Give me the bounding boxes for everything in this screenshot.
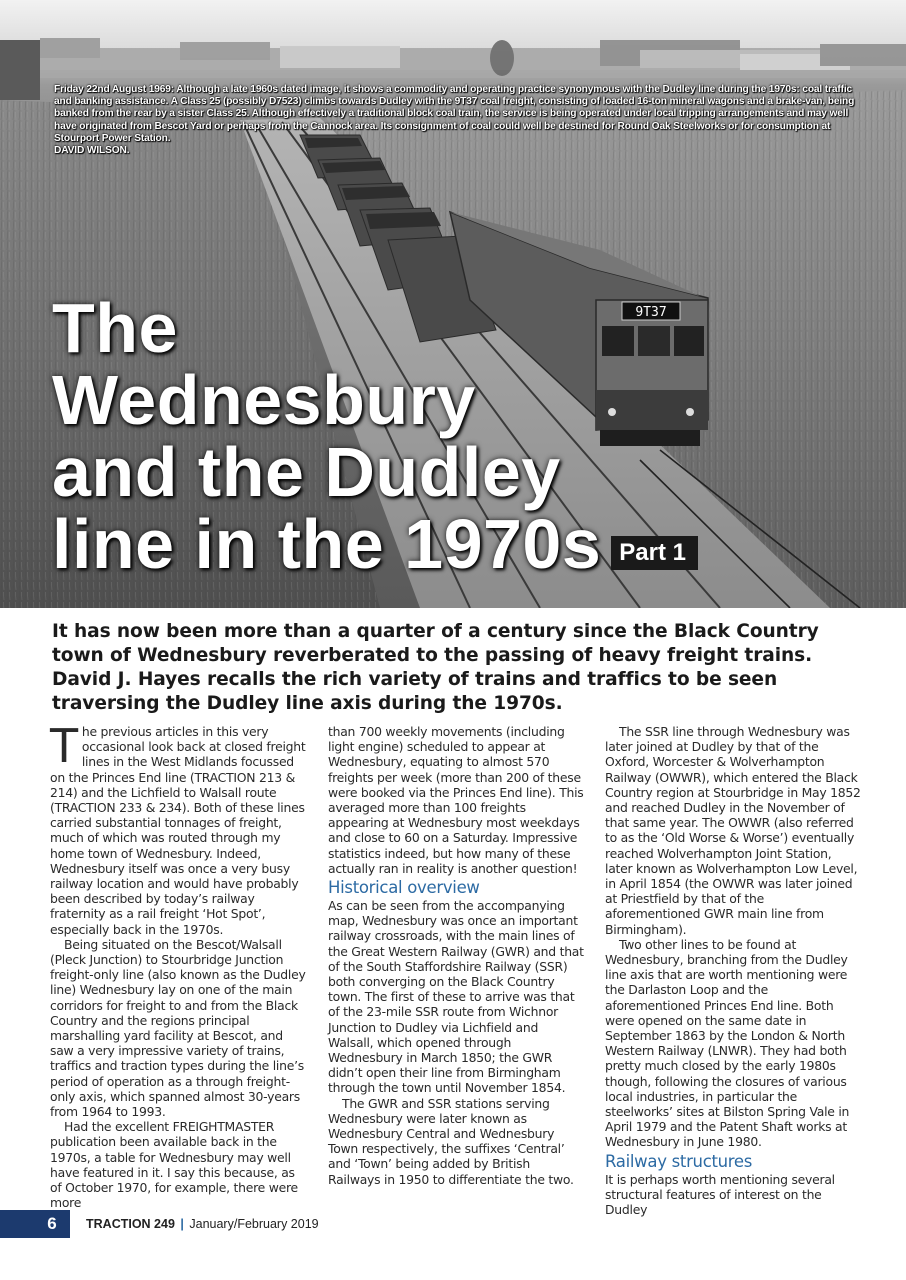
photo-caption [54, 84, 864, 157]
headline-line-1: The [52, 289, 178, 367]
footer-separator: | [180, 1217, 184, 1231]
paragraph: than 700 weekly movements (including light engine) scheduled to appear at Wednesbury, equating to almost 570 freights per week (more than 200 of these were booked via the Princes End line). This averaged more than 100 freights appearing at Wednesbury most weekdays and close to 60 on a Saturday. Impressive statistics indeed, but how many of these actually ran in reality is another question! [328, 724, 584, 876]
photo-credit: DAVID WILSON. [54, 145, 130, 157]
photo-caption-text: Friday 22nd August 1969: Although a late 1960s dated image, it shows a commodity and operating practice synonymous with the Dudley line during the 1970s: coal traffic and banking assistance. A Class 25 (possibly D7523) climbs towards Dudley with the 9T37 coal freight, consisting of loaded 16-ton mineral wagons and a brake-van, being banked from the rear by a sister Class 25. Although effectively a traditional block coal train, the service is being operated under local tripping arrangements and may well have originated from Bescot Yard or perhaps from the Cannock area. Its consignment of coal could well be destined for Round Oak Steelworks or for consumption at Stourport Power Station. [54, 84, 855, 144]
article-headline [52, 289, 752, 583]
paragraph: It is perhaps worth mentioning several structural features of interest on the Dudley [605, 1171, 835, 1218]
footer-issue-line [86, 1216, 319, 1232]
column-3 [605, 724, 861, 1217]
hero-photo [0, 0, 906, 608]
part-badge: Part 1 [611, 536, 698, 570]
paragraph: Had the excellent FREIGHTMASTER publication been available back in the 1970s, a table for Wednesbury may well have featured in it. I say this because, as of October 1970, for example, there were more [50, 1119, 298, 1211]
section-heading-railway-structures: Railway structures [605, 1151, 753, 1171]
paragraph: As can be seen from the accompanying map, Wednesbury was once an important railway crossroads, with the main lines of the Great Western Railway (GWR) and that of the South Staffordshire Railway (SSR) both converging on the Black Country town. The first of these to arrive was that of the 23-mile SSR route from Wichnor Junction to Dudley via Lichfield and Walsall, which opened through Wednesbury in March 1850; the GWR didn’t open their line from Birmingham through the town until November 1854. [328, 898, 584, 1096]
section-heading-historical-overview: Historical overview [328, 878, 480, 898]
headline-line-4 [52, 505, 752, 583]
paragraph-text: he previous articles in this very occasional look back at closed freight lines in the West Midlands focussed on the Princes End line (TRACTION 213 & 214) and the Lichfield to Walsall route (TRACTION 233 & 234). Both of these lines carried substantial tonnages of freight, much of which was routed through my home town of Wednesbury. Indeed, Wednesbury itself was once a very busy railway location and would have probably been described by today’s railway fraternity as a rail freight ‘Hot Spot’, especially back in the 1970s. [50, 724, 306, 937]
page-number: 6 [47, 1214, 57, 1233]
issue-date: January/February 2019 [189, 1217, 319, 1231]
paragraph: Two other lines to be found at Wednesbury, branching from the Dudley line axis that are worth mentioning were the Darlaston Loop and the aforementioned Princes End line. Both were opened on the same date in September 1863 by the London & North Western Railway (LNWR). They had both pretty much closed by the early 1980s though, following the closures of various local industries, in particular the steelworks’ sites at Bilston Spring Vale in April 1979 and the Patent Shaft works at Wednesbury in June 1980. [605, 936, 850, 1150]
standfirst: It has now been more than a quarter of a century since the Black Country town of Wednesbury reverberated to the passing of heavy freight trains. David J. Hayes recalls the rich variety of trains and traffics to be seen traversing the Dudley line axis during the 1970s. [52, 621, 819, 714]
magazine-name: TRACTION 249 [86, 1217, 175, 1231]
headline-line-4-text: line in the 1970s [52, 505, 602, 583]
paragraph: Being situated on the Bescot/Walsall (Pleck Junction) to Stourbridge Junction freight-only line (also known as the Dudley line) Wednesbury lay on one of the main corridors for freight to and from the Black Country and the regions principal marshalling yard facility at Bescot, and saw a very impressive variety of trains, traffics and traction types during the line’s period of operation as a through freight-only axis, which spanned almost 30-years from 1964 to 1993. [50, 936, 306, 1120]
headcode-label: 9T37 [635, 305, 667, 320]
paragraph: The GWR and SSR stations serving Wednesbury were later known as Wednesbury Central and Wednesbury Town respectively, the suffixes ‘Central’ and ‘Town’ being added by British Railways in 1950 to differentiate the two. [328, 1095, 574, 1187]
headline-line-2: Wednesbury [52, 361, 476, 439]
column-2 [328, 724, 584, 1187]
headline-line-3: and the Dudley [52, 433, 561, 511]
drop-cap: T [50, 719, 78, 773]
column-1 [50, 719, 306, 1211]
paragraph: The SSR line through Wednesbury was later joined at Dudley by that of the Oxford, Worcester & Wolverhampton Railway (OWWR), which entered the Black Country region at Stourbridge in May 1852 and reached Dudley in the November of that same year. The OWWR (also referred to as the ‘Old Worse & Worse’) eventually reached Wolverhampton Joint Station, later known as Wolverhampton Low Level, in April 1854 (the OWWR was later joined at Priestfield by that of the aforementioned GWR main line from Birmingham). [605, 724, 861, 937]
paragraph [50, 719, 306, 937]
